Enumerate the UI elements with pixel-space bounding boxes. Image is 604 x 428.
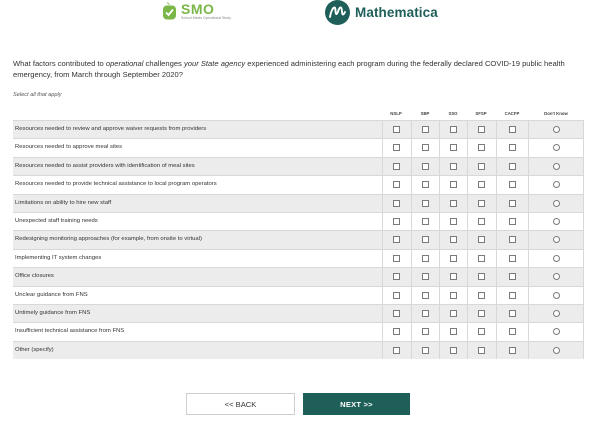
program-checkbox[interactable] bbox=[478, 163, 485, 170]
program-checkbox[interactable] bbox=[509, 163, 516, 170]
row-label: Limitations on ability to hire new staff bbox=[15, 199, 112, 206]
table-row bbox=[13, 267, 583, 285]
program-checkbox[interactable] bbox=[450, 292, 457, 299]
mathematica-logo bbox=[325, 0, 438, 25]
column-header: Don't Know bbox=[544, 111, 568, 116]
program-checkbox[interactable] bbox=[393, 181, 400, 188]
table-row bbox=[13, 341, 583, 359]
row-label: Other (specify) bbox=[15, 346, 54, 353]
dont-know-radio[interactable] bbox=[553, 181, 560, 188]
program-checkbox[interactable] bbox=[393, 144, 400, 151]
program-checkbox[interactable] bbox=[422, 328, 429, 335]
program-checkbox[interactable] bbox=[393, 200, 400, 207]
program-checkbox[interactable] bbox=[509, 328, 516, 335]
table-row bbox=[13, 286, 583, 304]
dont-know-radio[interactable] bbox=[553, 218, 560, 225]
program-checkbox[interactable] bbox=[509, 255, 516, 262]
table-row bbox=[13, 304, 583, 322]
row-label: Resources needed to approve meal sites bbox=[15, 144, 123, 151]
column-header: SSO bbox=[448, 111, 458, 116]
table-row bbox=[13, 249, 583, 267]
program-checkbox[interactable] bbox=[422, 347, 429, 354]
program-checkbox[interactable] bbox=[422, 144, 429, 151]
table-row bbox=[13, 194, 583, 212]
program-checkbox[interactable] bbox=[393, 236, 400, 243]
smo-logo bbox=[162, 2, 231, 21]
program-checkbox[interactable] bbox=[450, 236, 457, 243]
grid-divider bbox=[439, 120, 440, 359]
column-headers bbox=[13, 108, 583, 120]
row-label: Implementing IT system changes bbox=[15, 254, 102, 261]
column-header: SFSP bbox=[475, 111, 487, 116]
response-grid bbox=[13, 108, 583, 359]
row-label: Resources needed to review and approve waiver requests from providers bbox=[15, 126, 207, 132]
mathematica-name: Mathematica bbox=[355, 5, 438, 20]
grid-divider bbox=[496, 120, 497, 359]
program-checkbox[interactable] bbox=[478, 236, 485, 243]
dont-know-radio[interactable] bbox=[553, 126, 560, 133]
row-label: Insufficient technical assistance from FNS bbox=[15, 328, 125, 335]
row-label: Redesigning monitoring approaches (for example, from onsite to virtual) bbox=[15, 236, 202, 243]
program-checkbox[interactable] bbox=[422, 292, 429, 299]
program-checkbox[interactable] bbox=[422, 310, 429, 317]
row-label: Unexpected staff training needs bbox=[15, 217, 98, 224]
program-checkbox[interactable] bbox=[393, 255, 400, 262]
dont-know-radio[interactable] bbox=[553, 200, 560, 207]
header bbox=[0, 0, 604, 34]
program-checkbox[interactable] bbox=[393, 292, 400, 299]
program-checkbox[interactable] bbox=[422, 273, 429, 280]
program-checkbox[interactable] bbox=[393, 328, 400, 335]
table-row bbox=[13, 322, 583, 340]
program-checkbox[interactable] bbox=[478, 328, 485, 335]
program-checkbox[interactable] bbox=[450, 255, 457, 262]
program-checkbox[interactable] bbox=[509, 347, 516, 354]
program-checkbox[interactable] bbox=[450, 126, 457, 133]
program-checkbox[interactable] bbox=[450, 273, 457, 280]
program-checkbox[interactable] bbox=[393, 163, 400, 170]
dont-know-radio[interactable] bbox=[553, 163, 560, 170]
program-checkbox[interactable] bbox=[450, 163, 457, 170]
program-checkbox[interactable] bbox=[509, 218, 516, 225]
program-checkbox[interactable] bbox=[450, 310, 457, 317]
apple-check-icon bbox=[162, 2, 177, 20]
program-checkbox[interactable] bbox=[422, 181, 429, 188]
program-checkbox[interactable] bbox=[422, 218, 429, 225]
program-checkbox[interactable] bbox=[478, 347, 485, 354]
column-header: NSLP bbox=[390, 111, 402, 116]
program-checkbox[interactable] bbox=[478, 218, 485, 225]
row-label: Resources needed to provide technical assistance to local program operators bbox=[15, 181, 217, 188]
program-checkbox[interactable] bbox=[422, 126, 429, 133]
program-checkbox[interactable] bbox=[422, 200, 429, 207]
program-checkbox[interactable] bbox=[450, 218, 457, 225]
program-checkbox[interactable] bbox=[478, 273, 485, 280]
program-checkbox[interactable] bbox=[478, 181, 485, 188]
program-checkbox[interactable] bbox=[478, 200, 485, 207]
dont-know-radio[interactable] bbox=[553, 310, 560, 317]
grid-divider bbox=[528, 120, 529, 359]
row-label: Untimely guidance from FNS bbox=[15, 309, 91, 316]
row-label: Unclear guidance from FNS bbox=[15, 291, 88, 298]
question-text: What factors contributed to operational challenges your State agency experienced administering each program during the federally declared COVID-19 public health emergency, from March through September 2020? bbox=[13, 59, 565, 79]
program-checkbox[interactable] bbox=[478, 255, 485, 262]
grid-divider bbox=[467, 120, 468, 359]
program-checkbox[interactable] bbox=[478, 144, 485, 151]
smo-title: SMO bbox=[181, 1, 215, 17]
dont-know-radio[interactable] bbox=[553, 328, 560, 335]
dont-know-radio[interactable] bbox=[553, 347, 560, 354]
table-row bbox=[13, 230, 583, 248]
program-checkbox[interactable] bbox=[450, 347, 457, 354]
table-row bbox=[13, 138, 583, 156]
smo-subtitle: School Meals Operational Study bbox=[181, 16, 231, 20]
row-label: Resources needed to assist providers with identification of meal sites bbox=[15, 162, 195, 169]
row-label: Office closures bbox=[15, 273, 54, 280]
program-checkbox[interactable] bbox=[509, 144, 516, 151]
program-checkbox[interactable] bbox=[509, 181, 516, 188]
program-checkbox[interactable] bbox=[422, 255, 429, 262]
program-checkbox[interactable] bbox=[422, 163, 429, 170]
dont-know-radio[interactable] bbox=[553, 144, 560, 151]
column-header: CACFP bbox=[504, 111, 520, 116]
program-checkbox[interactable] bbox=[422, 236, 429, 243]
dont-know-radio[interactable] bbox=[553, 255, 560, 262]
program-checkbox[interactable] bbox=[450, 144, 457, 151]
program-checkbox[interactable] bbox=[450, 328, 457, 335]
mathematica-m-icon bbox=[325, 0, 350, 25]
program-checkbox[interactable] bbox=[393, 310, 400, 317]
program-checkbox[interactable] bbox=[478, 126, 485, 133]
program-checkbox[interactable] bbox=[478, 310, 485, 317]
dont-know-radio[interactable] bbox=[553, 292, 560, 299]
program-checkbox[interactable] bbox=[450, 181, 457, 188]
program-checkbox[interactable] bbox=[393, 347, 400, 354]
table-row bbox=[13, 157, 583, 175]
program-checkbox[interactable] bbox=[509, 126, 516, 133]
program-checkbox[interactable] bbox=[509, 310, 516, 317]
instruction-text: Select all that apply bbox=[13, 92, 62, 98]
program-checkbox[interactable] bbox=[478, 292, 485, 299]
grid-divider bbox=[583, 120, 584, 359]
column-header: SBP bbox=[420, 111, 430, 116]
grid-divider bbox=[382, 120, 383, 359]
back-button[interactable]: << BACK bbox=[186, 393, 295, 415]
program-checkbox[interactable] bbox=[450, 200, 457, 207]
table-row bbox=[13, 175, 583, 193]
grid-divider bbox=[411, 120, 412, 359]
program-checkbox[interactable] bbox=[509, 273, 516, 280]
program-checkbox[interactable] bbox=[393, 273, 400, 280]
table-row bbox=[13, 212, 583, 230]
dont-know-radio[interactable] bbox=[553, 236, 560, 243]
program-checkbox[interactable] bbox=[509, 292, 516, 299]
table-row bbox=[13, 120, 583, 138]
program-checkbox[interactable] bbox=[509, 236, 516, 243]
program-checkbox[interactable] bbox=[509, 200, 516, 207]
program-checkbox[interactable] bbox=[393, 126, 400, 133]
next-button[interactable]: NEXT >> bbox=[303, 393, 410, 415]
dont-know-radio[interactable] bbox=[553, 273, 560, 280]
program-checkbox[interactable] bbox=[393, 218, 400, 225]
